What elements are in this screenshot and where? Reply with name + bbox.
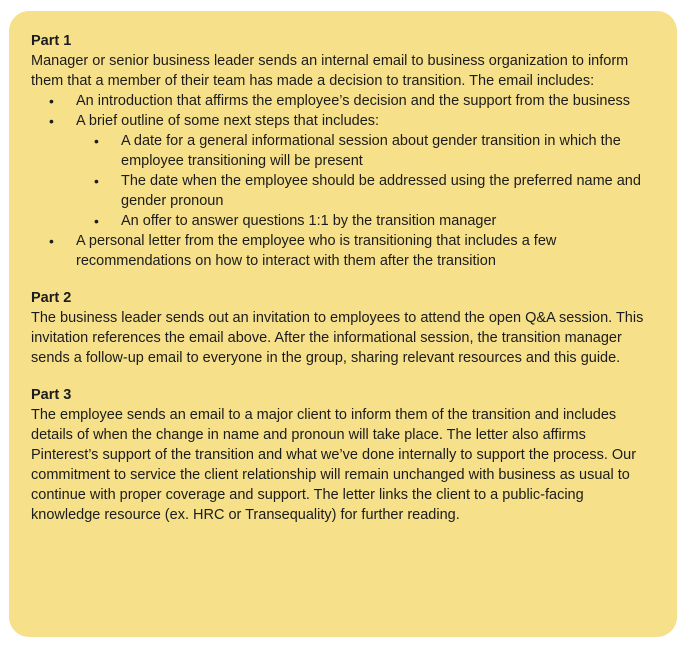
sub-list-item-text: A date for a general informational session about gender transition in which the employee transitioning will be present: [121, 133, 621, 169]
sub-list-item-text: An offer to answer questions 1:1 by the transition manager: [121, 213, 497, 229]
content-card: [9, 11, 677, 637]
part-2-section: [31, 288, 653, 368]
part-1-title: Part 1: [31, 33, 72, 49]
sub-list-item-text: The date when the employee should be addressed using the preferred name and gender pronoun: [121, 173, 641, 209]
list-item-text: A personal letter from the employee who is transitioning that includes a few recommendations on how to interact with them after the transition: [76, 233, 557, 269]
part-1-bullet-list: [31, 91, 653, 271]
bullet-icon: •: [49, 233, 54, 249]
sub-list-item: [76, 211, 653, 231]
bullet-icon: •: [94, 173, 99, 189]
list-item-text: A brief outline of some next steps that includes:: [76, 113, 380, 129]
sub-list-item: [76, 131, 653, 171]
sub-list-item: [76, 171, 653, 211]
part-3-body: The employee sends an email to a major client to inform them of the transition and includes details of when the change in name and pronoun will take place. The letter also affirms Pinterest’s support of the transition and what we’ve done internally to support the process. Our commitment to service the client relationship will remain unchanged with business as usual to continue with proper coverage and support. The letter links the client to a public-facing knowledge resource (ex. HRC or Transequality) for further reading.: [31, 407, 637, 523]
list-item: [31, 111, 653, 231]
next-steps-sub-list: [31, 131, 653, 231]
part-2-title: Part 2: [31, 290, 72, 306]
bullet-icon: •: [49, 113, 54, 129]
part-3-section: [31, 385, 653, 525]
part-2-body: The business leader sends out an invitation to employees to attend the open Q&A session. This invitation references the email above. After the informational session, the transition manager sends a follow-up email to everyone in the group, sharing relevant resources and this guide.: [31, 310, 644, 366]
bullet-icon: •: [94, 133, 99, 149]
list-item: [31, 91, 653, 111]
bullet-icon: •: [49, 93, 54, 109]
list-item: [31, 231, 653, 271]
part-1-section: [31, 31, 653, 271]
part-1-intro: Manager or senior business leader sends an internal email to business organization to inform them that a member of their team has made a decision to transition. The email includes:: [31, 53, 629, 89]
list-item-text: An introduction that affirms the employee’s decision and the support from the business: [76, 93, 631, 109]
bullet-icon: •: [94, 213, 99, 229]
part-3-title: Part 3: [31, 387, 72, 403]
